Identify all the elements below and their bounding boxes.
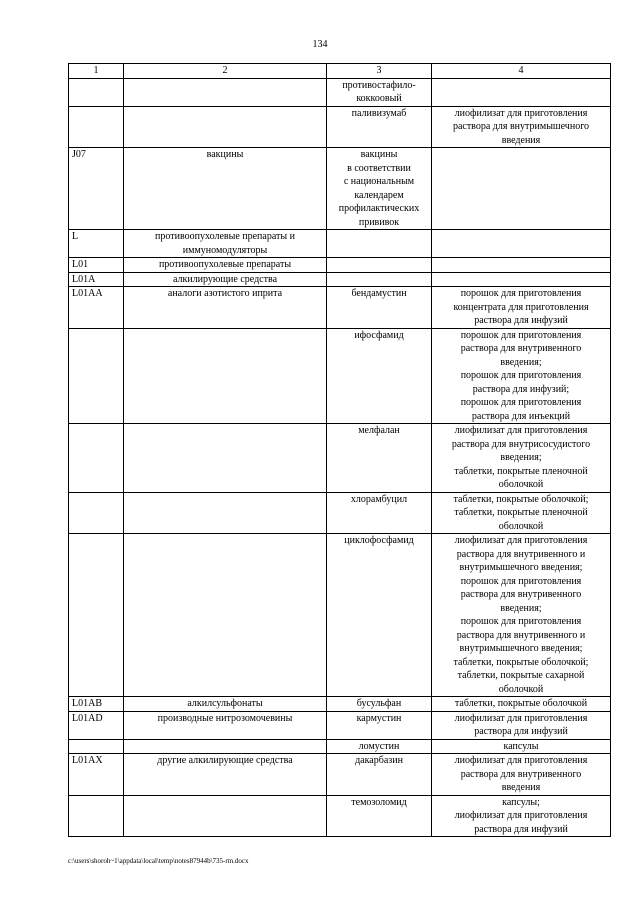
table-row [69, 78, 611, 106]
group-name-cell: вакцины [124, 148, 327, 230]
dosage-form-cell [432, 424, 611, 493]
table-row [69, 711, 611, 739]
dosage-form-cell [432, 795, 611, 837]
dosage-form-line: раствора для инфузий [474, 726, 568, 737]
group-name-cell: противоопухолевые препараты [124, 258, 327, 273]
atc-code-cell: J07 [69, 148, 124, 230]
group-name-cell: другие алкилирующие средства [124, 754, 327, 796]
drug-name-line: вакцины [360, 149, 398, 160]
drug-name-line: прививок [358, 216, 400, 228]
table-row [69, 424, 611, 493]
dosage-form-cell [432, 148, 611, 230]
dosage-form-line: раствора для инфузий; [472, 383, 570, 395]
table-header-row [69, 64, 611, 79]
column-header: 4 [432, 64, 611, 79]
dosage-form-line: внутримышечного введения; [459, 643, 583, 654]
table-row [69, 739, 611, 754]
drug-name-line: ломустин [358, 740, 400, 752]
atc-code-cell [69, 106, 124, 148]
document-path: c:\users\shoroh~1\appdata\local\temp\notes87944b\735-rm.docx [68, 857, 249, 865]
dosage-form-line: капсулы [503, 740, 539, 752]
dosage-form-cell [432, 272, 611, 287]
group-name-cell [124, 424, 327, 493]
drug-name-cell [327, 754, 432, 796]
dosage-form-cell [432, 106, 611, 148]
column-header: 2 [124, 64, 327, 79]
column-header: 1 [69, 64, 124, 79]
dosage-form-cell [432, 258, 611, 273]
drug-name-line: хлорамбуцил [350, 493, 408, 505]
dosage-form-line: порошок для приготовления [460, 288, 582, 299]
table-row [69, 697, 611, 712]
group-name-cell [124, 78, 327, 106]
atc-code-cell: L01AX [69, 754, 124, 796]
table-row [69, 328, 611, 424]
drug-name-cell [327, 230, 432, 258]
dosage-form-line: концентрата для приготовления [453, 301, 589, 313]
dosage-form-line: раствора для инъекций [471, 410, 571, 422]
dosage-form-line: таблетки, покрытые сахарной [457, 670, 585, 681]
atc-code-cell [69, 492, 124, 534]
dosage-form-cell [432, 492, 611, 534]
dosage-form-line: оболочкой [498, 479, 544, 490]
dosage-form-line: лиофилизат для приготовления [454, 712, 588, 724]
table-row [69, 287, 611, 329]
group-name-cell [124, 534, 327, 697]
dosage-form-cell [432, 328, 611, 424]
table-row [69, 754, 611, 796]
table-row [69, 258, 611, 273]
atc-code-cell [69, 739, 124, 754]
dosage-form-line: введения; [500, 452, 542, 463]
group-name-cell [124, 106, 327, 148]
atc-code-cell [69, 795, 124, 837]
atc-code-cell [69, 424, 124, 493]
group-name-cell [124, 328, 327, 424]
dosage-form-line: оболочкой [498, 683, 544, 695]
dosage-form-cell [432, 287, 611, 329]
drug-name-cell [327, 148, 432, 230]
dosage-form-line: порошок для приготовления [460, 575, 582, 587]
group-name-cell: аналоги азотистого иприта [124, 287, 327, 329]
dosage-form-line: лиофилизат для приготовления [454, 755, 588, 766]
table-row [69, 492, 611, 534]
drug-name-cell [327, 258, 432, 273]
drug-name-line: мелфалан [358, 425, 400, 436]
drug-name-line: коккоовый [356, 93, 402, 104]
dosage-form-line: раствора для внутримышечного [452, 121, 590, 132]
table-row [69, 106, 611, 148]
atc-code-cell [69, 328, 124, 424]
table-row [69, 272, 611, 287]
table-row [69, 148, 611, 230]
drug-name-line: в соответствии [347, 162, 411, 174]
drug-name-line: календарем [354, 189, 404, 201]
drug-name-line: ифосфамид [354, 329, 404, 341]
group-name-cell [124, 739, 327, 754]
atc-code-cell [69, 78, 124, 106]
dosage-form-line: оболочкой [498, 520, 544, 532]
drug-name-cell [327, 697, 432, 712]
column-header: 3 [327, 64, 432, 79]
drug-name-line: бусульфан [356, 698, 402, 709]
dosage-form-line: раствора для инфузий [474, 315, 568, 326]
dosage-form-cell [432, 230, 611, 258]
group-name-cell [124, 492, 327, 534]
drug-name-line: темозоломид [351, 796, 407, 808]
dosage-form-line: лиофилизат для приготовления [454, 535, 588, 546]
dosage-form-line: введения; [500, 356, 542, 368]
table-row [69, 230, 611, 258]
table-row [69, 795, 611, 837]
table-row [69, 534, 611, 697]
atc-code-cell: L01AA [69, 287, 124, 329]
dosage-form-line: раствора для внутривенного и [456, 629, 586, 641]
atc-code-cell: L01 [69, 258, 124, 273]
dosage-form-line: введения [501, 134, 541, 146]
drug-name-cell [327, 739, 432, 754]
dosage-form-cell [432, 711, 611, 739]
dosage-form-line: порошок для приготовления [460, 329, 582, 341]
drug-name-cell [327, 106, 432, 148]
drug-name-line: бендамустин [351, 288, 407, 299]
dosage-form-line: раствора для внутривенного [460, 343, 582, 354]
atc-code-cell: L [69, 230, 124, 258]
atc-code-cell: L01A [69, 272, 124, 287]
group-name-cell: противоопухолевые препараты и иммуномодуляторы [124, 230, 327, 258]
drug-name-line: с национальным [343, 176, 415, 187]
group-name-cell: алкилирующие средства [124, 272, 327, 287]
dosage-form-line: лиофилизат для приготовления [454, 107, 588, 119]
atc-code-cell: L01AD [69, 711, 124, 739]
dosage-form-line: введения [501, 782, 541, 793]
dosage-form-line: раствора для внутривенного и [456, 548, 586, 560]
dosage-form-line: лиофилизат для приготовления [454, 810, 588, 821]
drug-name-line: профилактических [338, 203, 420, 214]
drug-name-cell [327, 272, 432, 287]
dosage-form-line: раствора для внутрисосудистого [451, 438, 591, 450]
drug-name-cell [327, 78, 432, 106]
dosage-form-line: введения; [500, 602, 542, 614]
drug-name-line: циклофосфамид [344, 535, 414, 546]
group-name-cell: алкилсульфонаты [124, 697, 327, 712]
drug-table [68, 63, 611, 837]
dosage-form-cell [432, 697, 611, 712]
dosage-form-line: раствора для внутривенного [460, 589, 582, 600]
drug-name-line: паливизумаб [351, 107, 407, 119]
dosage-form-cell [432, 739, 611, 754]
dosage-form-line: порошок для приготовления [460, 370, 582, 381]
dosage-form-line: таблетки, покрытые пленочной [454, 507, 588, 518]
dosage-form-line: порошок для приготовления [460, 397, 582, 408]
drug-name-cell [327, 795, 432, 837]
dosage-form-line: таблетки, покрытые оболочкой; [453, 493, 589, 505]
group-name-cell [124, 795, 327, 837]
drug-name-cell [327, 711, 432, 739]
dosage-form-line: внутримышечного введения; [459, 562, 583, 573]
drug-name-cell [327, 492, 432, 534]
dosage-form-line: таблетки, покрытые оболочкой; [453, 656, 589, 668]
dosage-form-line: таблетки, покрытые оболочкой [454, 698, 588, 709]
page-number: 134 [312, 39, 328, 50]
dosage-form-cell [432, 78, 611, 106]
drug-name-line: кармустин [356, 712, 402, 724]
drug-name-cell [327, 424, 432, 493]
group-name-cell: производные нитрозомочевины [124, 711, 327, 739]
atc-code-cell: L01AB [69, 697, 124, 712]
drug-name-line: противостафило- [342, 79, 416, 91]
drug-name-cell [327, 287, 432, 329]
dosage-form-line: раствора для внутривенного [460, 768, 582, 780]
dosage-form-line: таблетки, покрытые пленочной [454, 465, 588, 477]
dosage-form-line: капсулы; [502, 796, 540, 808]
dosage-form-line: раствора для инфузий [474, 823, 568, 835]
drug-name-cell [327, 534, 432, 697]
drug-name-line: дакарбазин [355, 755, 403, 766]
atc-code-cell [69, 534, 124, 697]
dosage-form-cell [432, 534, 611, 697]
dosage-form-line: порошок для приготовления [460, 616, 582, 627]
drug-name-cell [327, 328, 432, 424]
dosage-form-cell [432, 754, 611, 796]
dosage-form-line: лиофилизат для приготовления [454, 425, 588, 436]
